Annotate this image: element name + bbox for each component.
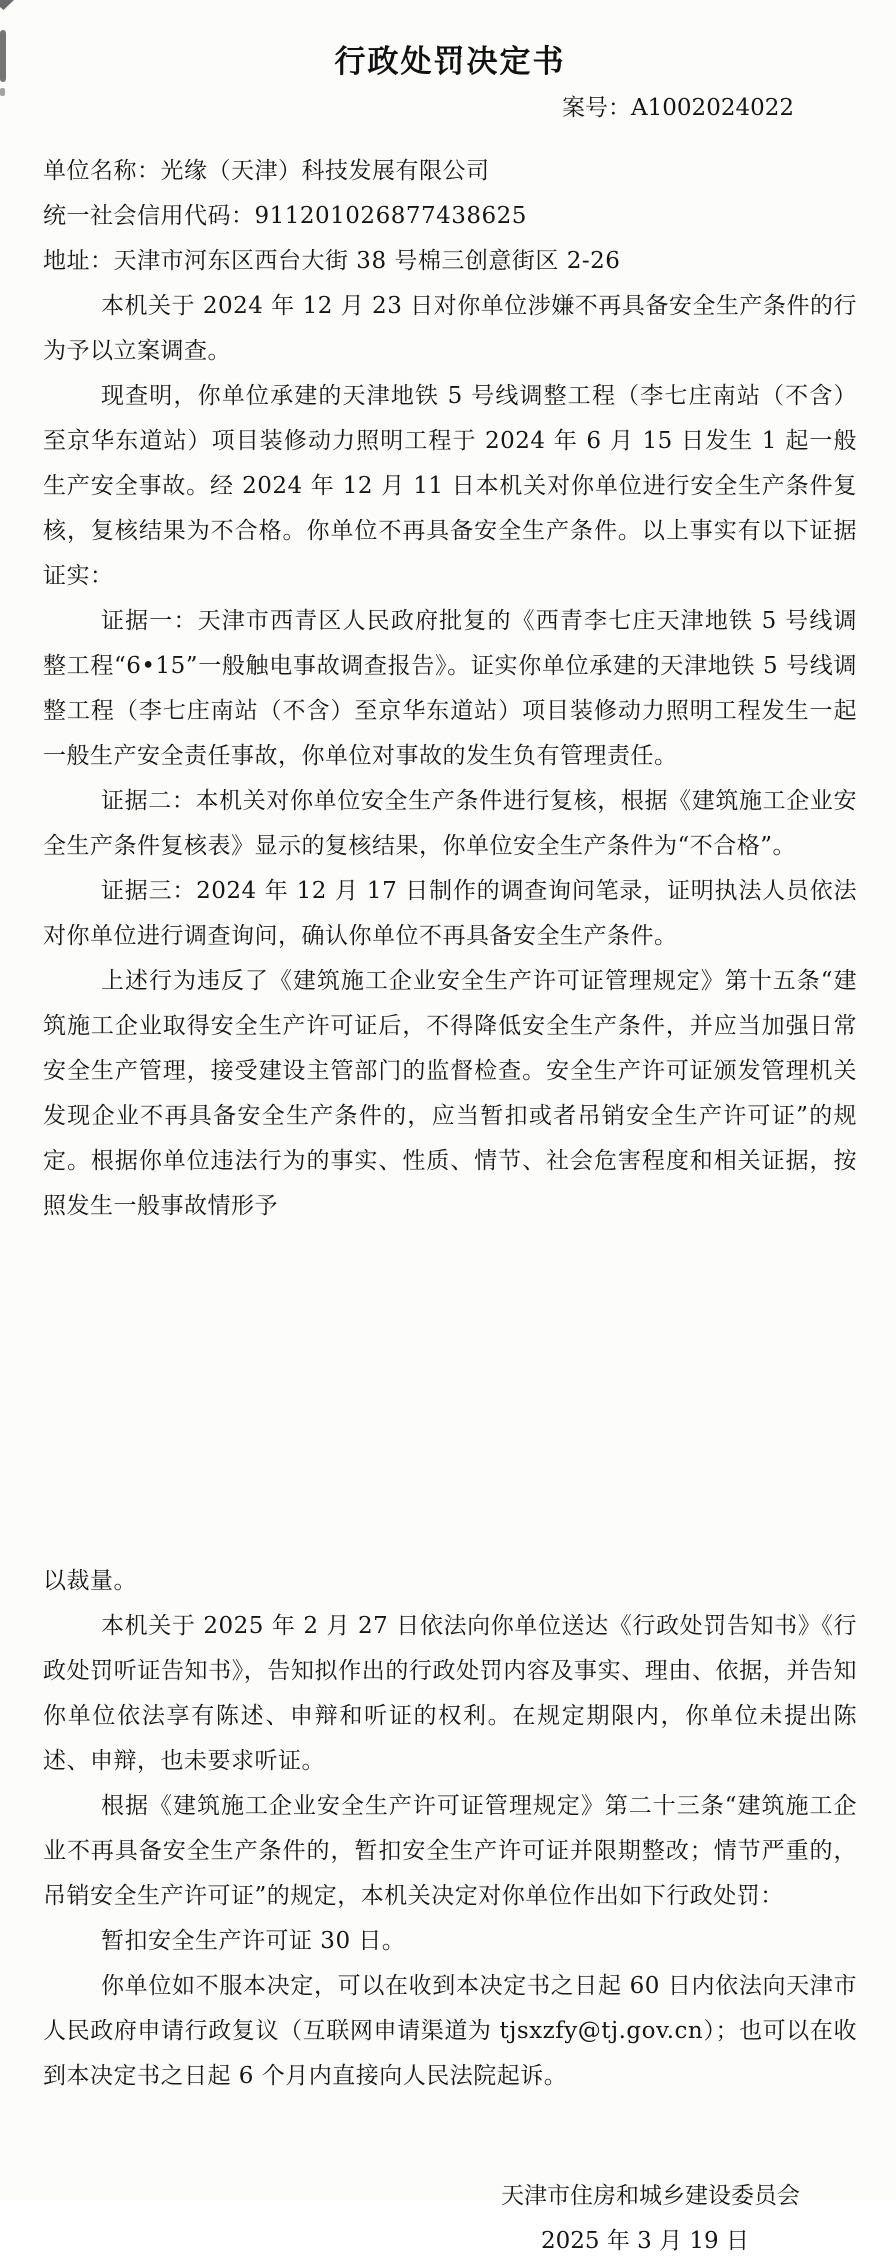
paragraph-violation-part2: 以裁量。 <box>43 1568 137 1594</box>
credit-code-line: 统一社会信用代码：911201026877438625 <box>43 203 527 229</box>
paragraph-penalty-decision: 暂扣安全生产许可证 30 日。 <box>101 1928 406 1954</box>
paragraph-appeal-rights: 你单位如不服本决定，可以在收到本决定书之日起 60 日内依法向天津市人民政府申请行政复议（互联网申请渠道为 tjsxzfy@tj.gov.cn）；也可以在收到本决定书之日起 6 个月内直接向人民法院起诉。 <box>43 1973 857 2089</box>
paragraph-findings: 现查明，你单位承建的天津地铁 5 号线调整工程（李七庄南站（不含）至京华东道站）项目装修动力照明工程于 2024 年 6 月 15 日发生 1 起一般生产安全事故。经 2024 年 12 月 11 日本机关对你单位进行安全生产条件复核，复核结果为不合格。你单位不再具备安全生产条件。以上事实有以下证据证实： <box>43 383 857 589</box>
scan-artifact-dot <box>0 88 5 96</box>
paragraph-evidence-1: 证据一：天津市西青区人民政府批复的《西青李七庄天津地铁 5 号线调整工程“6•15”一般触电事故调查报告》。证实你单位承建的天津地铁 5 号线调整工程（李七庄南站（不含）至京华东道站）项目装修动力照明工程发生一起一般生产安全责任事故，你单位对事故的发生负有管理责任。 <box>43 608 857 769</box>
unit-name-line: 单位名称：光缘（天津）科技发展有限公司 <box>43 158 490 184</box>
scan-artifact-streak <box>0 30 6 82</box>
address-line: 地址：天津市河东区西台大街 38 号棉三创意街区 2-26 <box>43 248 621 274</box>
paragraph-violation-part1: 上述行为违反了《建筑施工企业安全生产许可证管理规定》第十五条“建筑施工企业取得安全生产许可证后，不得降低安全生产条件，并应当加强日常安全生产管理，接受建设主管部门的监督检查。安全生产许可证颁发管理机关发现企业不再具备安全生产条件的，应当暂扣或者吊销安全生产许可证”的规定。根据你单位违法行为的事实、性质、情节、社会危害程度和相关证据，按照发生一般事故情形予 <box>43 968 857 1219</box>
case-number: 案号：A1002024022 <box>562 95 794 121</box>
paragraph-evidence-2: 证据二：本机关对你单位安全生产条件进行复核，根据《建筑施工企业安全生产条件复核表》显示的复核结果，你单位安全生产条件为“不合格”。 <box>43 788 857 859</box>
paragraph-legal-basis: 根据《建筑施工企业安全生产许可证管理规定》第二十三条“建筑施工企业不再具备安全生产条件的，暂扣安全生产许可证并限期整改；情节严重的，吊销安全生产许可证”的规定，本机关决定对你单位作出如下行政处罚： <box>43 1793 857 1909</box>
signature-block <box>43 2174 857 2264</box>
unit-info-block <box>43 149 857 284</box>
page-break-gap <box>43 1229 857 1559</box>
paragraph-case-filing: 本机关于 2024 年 12 月 23 日对你单位涉嫌不再具备安全生产条件的行为予以立案调查。 <box>43 293 857 364</box>
document-title: 行政处罚决定书 <box>334 44 566 80</box>
issue-date: 2025 年 3 月 19 日 <box>541 2228 749 2254</box>
paragraph-evidence-3: 证据三：2024 年 12 月 17 日制作的调查询问笔录，证明执法人员依法对你单位进行调查询问，确认你单位不再具备安全生产条件。 <box>43 878 857 949</box>
issuer-authority: 天津市住房和城乡建设委员会 <box>501 2183 800 2209</box>
paragraph-notification: 本机关于 2025 年 2 月 27 日依法向你单位送达《行政处罚告知书》《行政处罚听证告知书》，告知拟作出的行政处罚内容及事实、理由、依据，并告知你单位依法享有陈述、申辩和听证的权利。在规定期限内，你单位未提出陈述、申辩，也未要求听证。 <box>43 1613 857 1774</box>
